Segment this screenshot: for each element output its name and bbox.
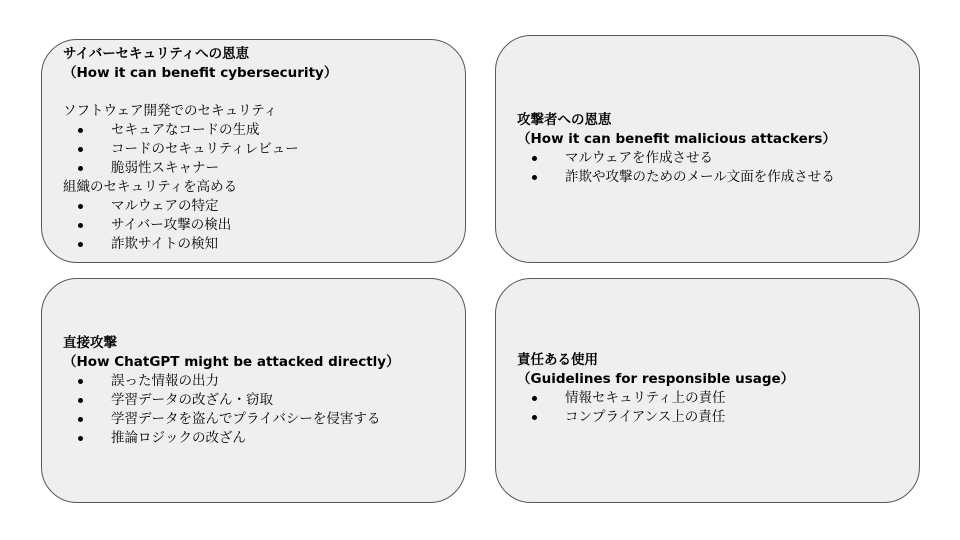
group-heading: ソフトウェア開発でのセキュリティ xyxy=(63,103,278,119)
list-item: 情報セキュリティ上の責任 xyxy=(517,389,911,408)
list-item: 推論ロジックの改ざん xyxy=(63,429,457,448)
list-item: 学習データを盗んでプライバシーを侵害する xyxy=(63,410,457,429)
list-item: サイバー攻撃の検出 xyxy=(63,216,457,235)
card-direct-attack-content xyxy=(63,334,457,448)
card-direct-attack xyxy=(41,278,466,503)
card-cybersecurity-benefit xyxy=(41,39,466,263)
group-heading: 組織のセキュリティを高める xyxy=(63,179,238,195)
card-subtitle: （How it can benefit cybersecurity） xyxy=(63,65,338,81)
list-item: コードのセキュリティレビュー xyxy=(63,140,457,159)
list-item: 詐欺や攻撃のためのメール文面を作成させる xyxy=(517,168,911,187)
bullet-list xyxy=(517,389,911,427)
card-cybersecurity-benefit-content xyxy=(63,45,457,254)
list-item: マルウェアを作成させる xyxy=(517,149,911,168)
list-item: 脆弱性スキャナー xyxy=(63,159,457,178)
list-item: 誤った情報の出力 xyxy=(63,372,457,391)
list-item: コンプライアンス上の責任 xyxy=(517,408,911,427)
card-subtitle: （How ChatGPT might be attacked directly） xyxy=(63,354,400,370)
bullet-list xyxy=(517,149,911,187)
card-title: 責任ある使用 xyxy=(517,352,598,368)
card-attacker-benefit-content xyxy=(517,111,911,187)
list-item: 学習データの改ざん・窃取 xyxy=(63,391,457,410)
card-title: 攻撃者への恩恵 xyxy=(517,112,612,128)
list-item: セキュアなコードの生成 xyxy=(63,121,457,140)
spacer xyxy=(63,83,457,102)
list-item: マルウェアの特定 xyxy=(63,197,457,216)
card-subtitle: （How it can benefit malicious attackers） xyxy=(517,131,836,147)
card-title: サイバーセキュリティへの恩恵 xyxy=(63,46,250,62)
card-responsible-use-content xyxy=(517,351,911,427)
bullet-list xyxy=(63,372,457,448)
bullet-list xyxy=(63,121,457,178)
bullet-list xyxy=(63,197,457,254)
card-title: 直接攻撃 xyxy=(63,335,117,351)
list-item: 詐欺サイトの検知 xyxy=(63,235,457,254)
card-attacker-benefit xyxy=(495,35,920,263)
card-subtitle: （Guidelines for responsible usage） xyxy=(517,371,795,387)
card-responsible-use xyxy=(495,278,920,503)
